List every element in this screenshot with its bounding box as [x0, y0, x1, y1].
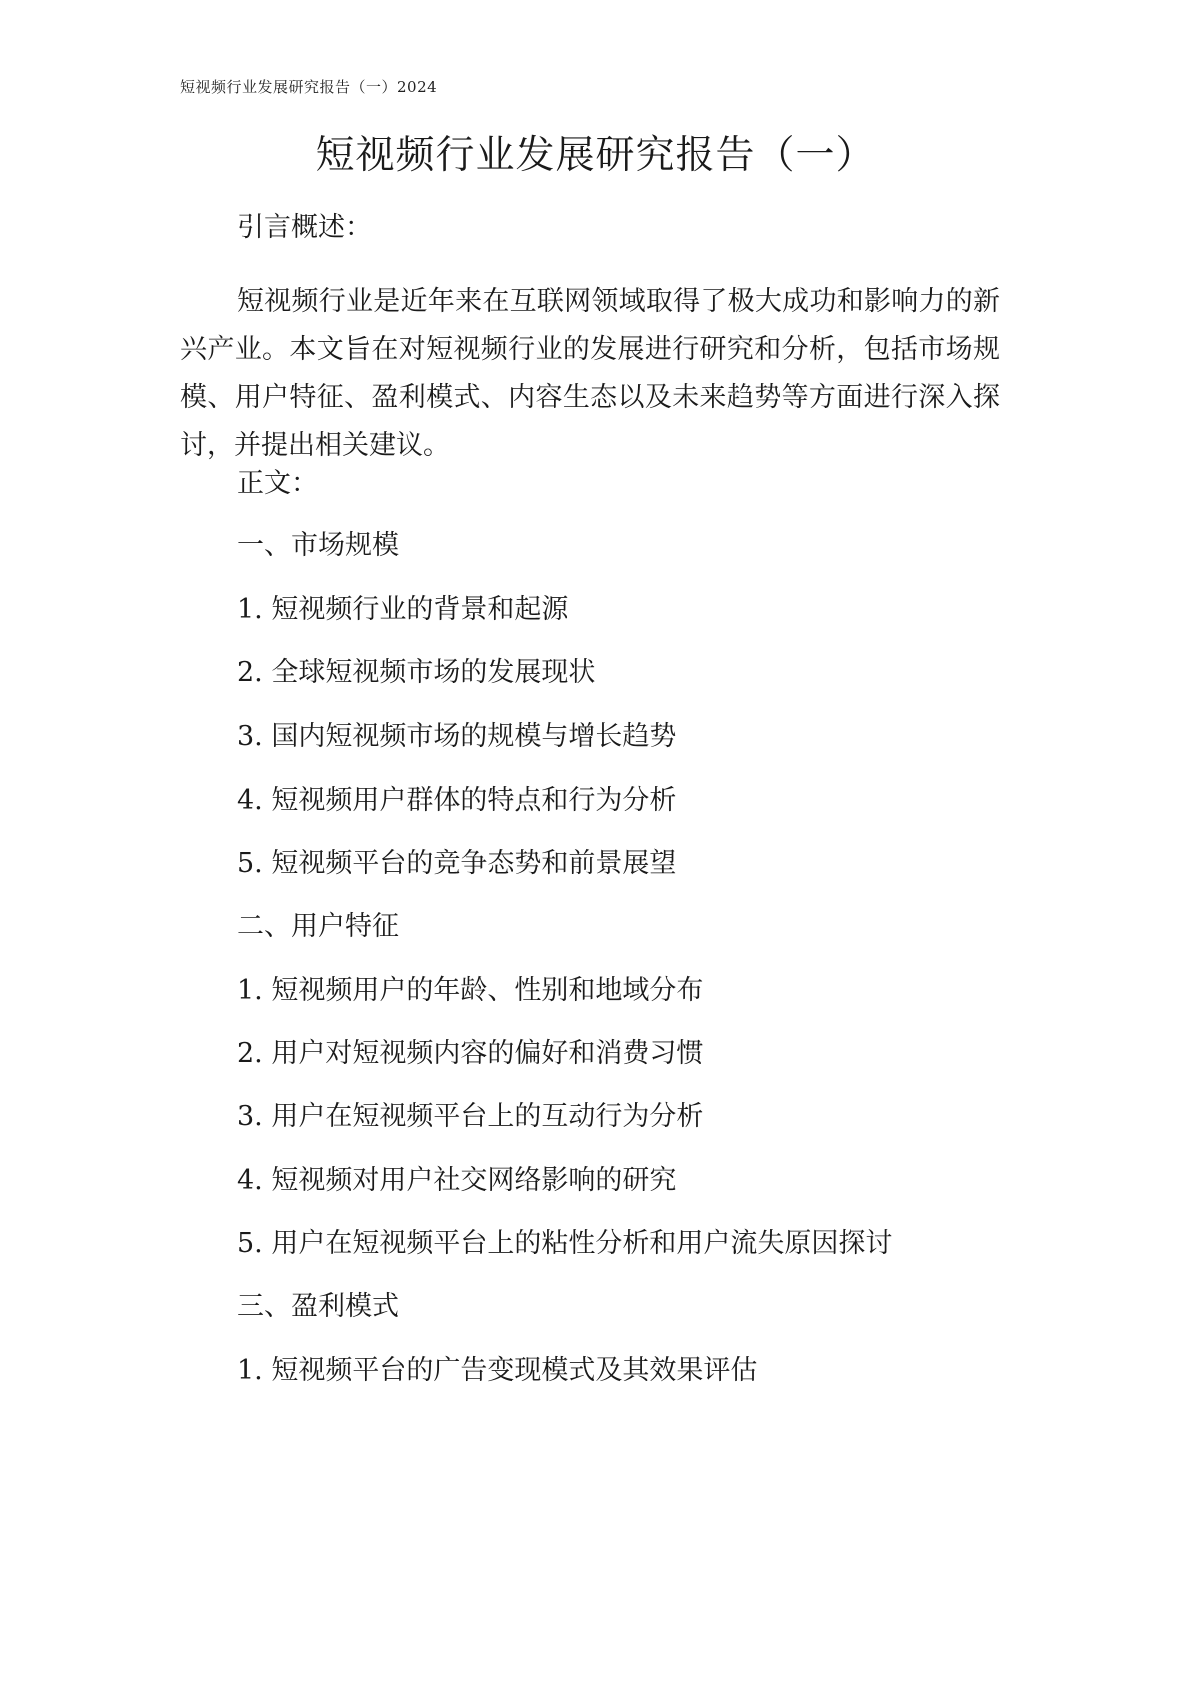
list-item: 3. 国内短视频市场的规模与增长趋势	[237, 721, 677, 752]
list-item: 4. 短视频对用户社交网络影响的研究	[237, 1165, 677, 1196]
list-item: 2. 全球短视频市场的发展现状	[237, 657, 596, 688]
intro-paragraph: 短视频行业是近年来在互联网领域取得了极大成功和影响力的新兴产业。本文旨在对短视频行业的发展进行研究和分析，包括市场规模、用户特征、盈利模式、内容生态以及未来趋势等方面进行深入探讨，并提出相关建议。	[180, 286, 1000, 461]
list-item: 5. 短视频平台的竞争态势和前景展望	[237, 848, 677, 879]
list-item: 1. 短视频用户的年龄、性别和地域分布	[237, 975, 704, 1006]
section-heading-market: 一、市场规模	[237, 530, 399, 561]
list-item: 4. 短视频用户群体的特点和行为分析	[237, 785, 677, 816]
document-title: 短视频行业发展研究报告（一）	[315, 133, 876, 178]
running-header: 短视频行业发展研究报告（一）2024	[180, 78, 438, 96]
list-item: 2. 用户对短视频内容的偏好和消费习惯	[237, 1038, 704, 1069]
section-heading-users: 二、用户特征	[237, 911, 399, 942]
list-item: 3. 用户在短视频平台上的互动行为分析	[237, 1101, 704, 1132]
body-heading: 正文：	[237, 468, 318, 499]
intro-heading: 引言概述：	[237, 212, 372, 243]
list-item: 5. 用户在短视频平台上的粘性分析和用户流失原因探讨	[237, 1228, 893, 1259]
list-item: 1. 短视频行业的背景和起源	[237, 594, 569, 625]
section-heading-revenue: 三、盈利模式	[237, 1291, 399, 1322]
list-item: 1. 短视频平台的广告变现模式及其效果评估	[237, 1355, 758, 1386]
